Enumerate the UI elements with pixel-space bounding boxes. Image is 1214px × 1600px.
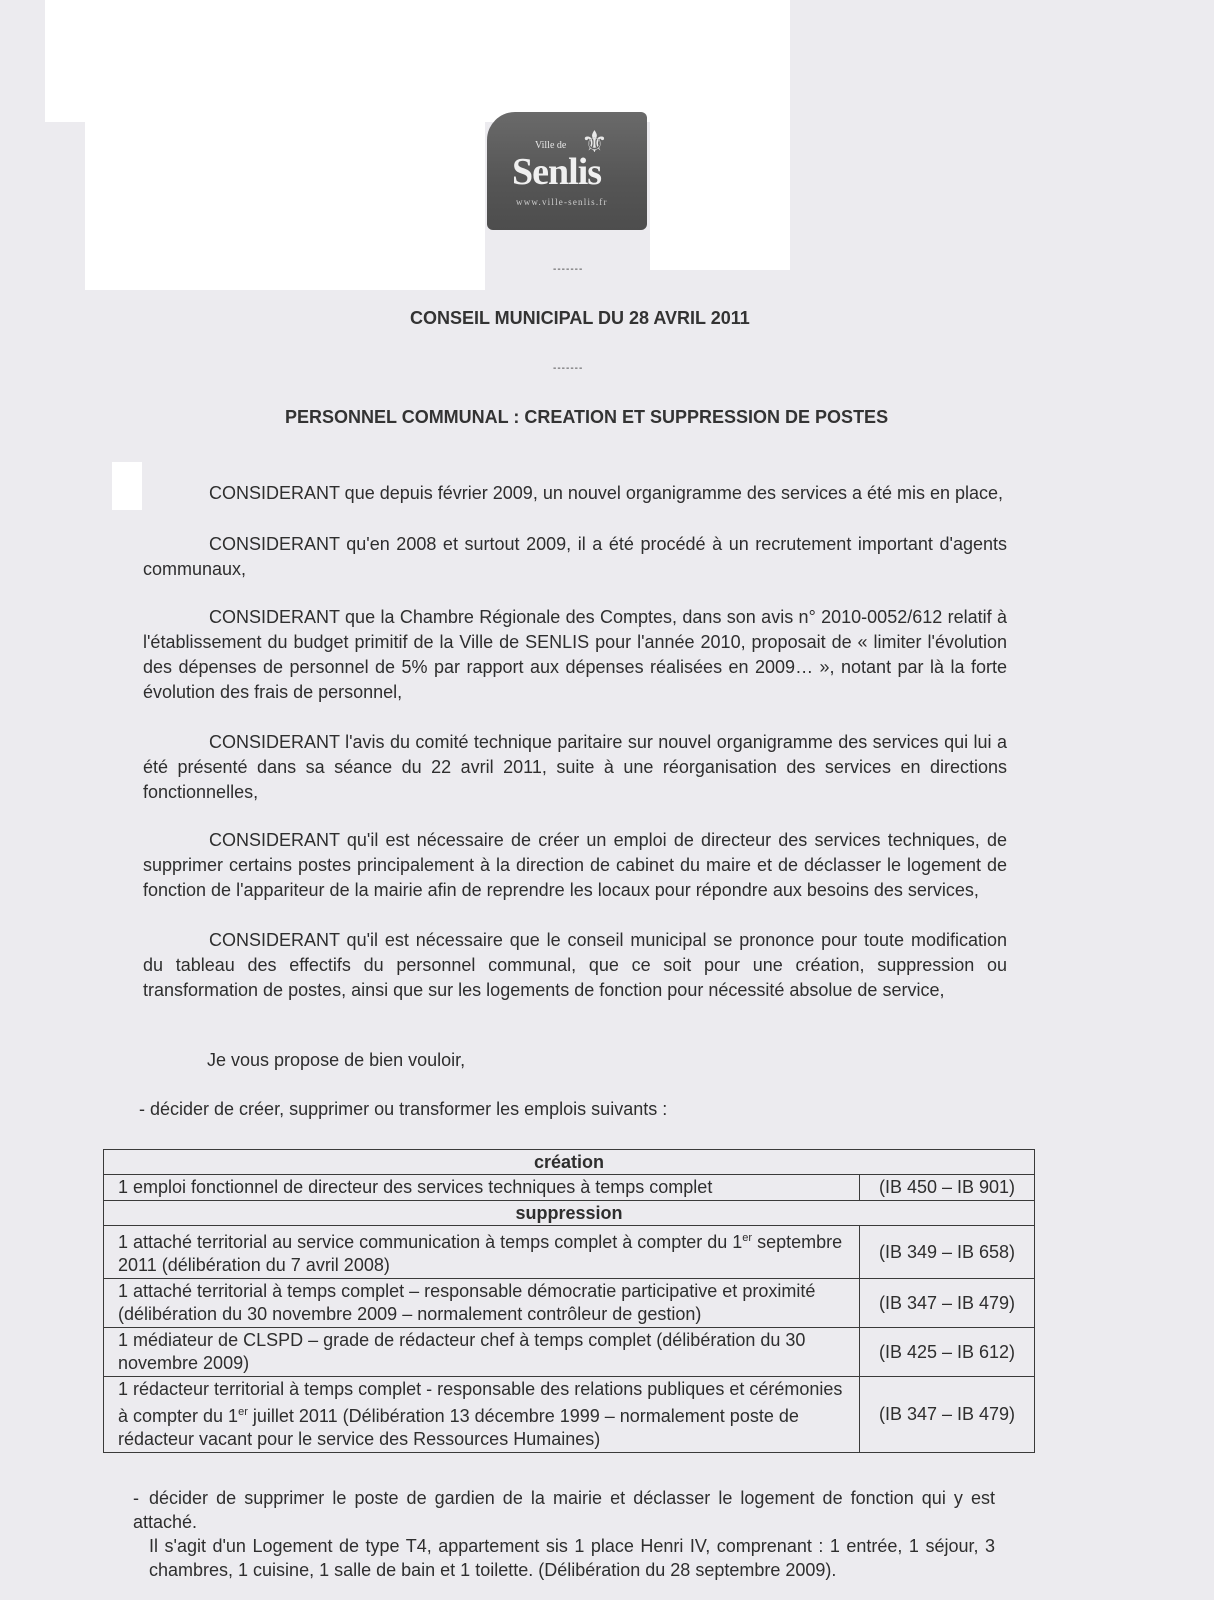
position-label: 1 attaché territorial au service communication à temps complet à compter du 1er septembre 2011 (délibération du 7 avril 2008) — [104, 1226, 860, 1279]
scan-margin-top — [45, 0, 790, 122]
decision-first-line: - décider de supprimer le poste de gardien de la mairie et déclasser le logement de fonction qui y est attaché. — [133, 1488, 995, 1532]
table-row — [104, 1175, 1035, 1201]
position-label: 1 rédacteur territorial à temps complet - responsable des relations publiques et cérémonies à compter du 1er juillet 2011 (Délibération 13 décembre 1999 – normalement poste de rédacteur vacant pour le service des Ressources Humaines) — [104, 1377, 860, 1453]
index-range: (IB 425 – IB 612) — [860, 1328, 1035, 1377]
creation-header: création — [104, 1150, 1035, 1175]
considerant-paragraph: CONSIDERANT l'avis du comité technique paritaire sur nouvel organigramme des services qui lui a été présenté dans sa séance du 22 avril 2011, suite à une réorganisation des services en directions fonctionnelles, — [143, 732, 1007, 802]
logo-prefix: Ville de — [535, 140, 567, 151]
proposal-line: Je vous propose de bien vouloir, — [207, 1050, 466, 1070]
position-label: 1 attaché territorial à temps complet – responsable démocratie participative et proximité (délibération du 30 novembre 2009 – normalement contrôleur de gestion) — [104, 1279, 860, 1328]
document-title: CONSEIL MUNICIPAL DU 28 AVRIL 2011 — [410, 308, 750, 328]
decision-line: - décider de créer, supprimer ou transformer les emplois suivants : — [139, 1099, 668, 1119]
suppression-header: suppression — [104, 1201, 1035, 1226]
table-row — [104, 1377, 1035, 1453]
index-range: (IB 347 – IB 479) — [860, 1377, 1035, 1453]
index-range: (IB 450 – IB 901) — [860, 1175, 1035, 1201]
section-header-row — [104, 1150, 1035, 1175]
fleur-de-lis-icon: ⚜ — [581, 126, 608, 159]
index-range: (IB 349 – IB 658) — [860, 1226, 1035, 1279]
considerant-paragraph: CONSIDERANT qu'en 2008 et surtout 2009, il a été procédé à un recrutement important d'agents communaux, — [143, 534, 1007, 579]
decision-rest: Il s'agit d'un Logement de type T4, appartement sis 1 place Henri IV, comprenant : 1 entrée, 1 séjour, 3 chambres, 1 cuisine, 1 salle de bain et 1 toilette. (Délibération du 28 septembre 2009). — [149, 1536, 995, 1580]
logo-url: www.ville-senlis.fr — [516, 197, 608, 207]
scan-margin-left — [85, 120, 485, 290]
index-range: (IB 347 – IB 479) — [860, 1279, 1035, 1328]
table-row — [104, 1226, 1035, 1279]
table-row — [104, 1279, 1035, 1328]
document-subject: PERSONNEL COMMUNAL : CREATION ET SUPPRESSION DE POSTES — [285, 407, 889, 427]
position-label: 1 médiateur de CLSPD – grade de rédacteur chef à temps complet (délibération du 30 novembre 2009) — [104, 1328, 860, 1377]
table-row — [104, 1328, 1035, 1377]
considerant-paragraph: CONSIDERANT que depuis février 2009, un nouvel organigramme des services a été mis en place, — [209, 483, 1004, 503]
position-label: 1 emploi fonctionnel de directeur des services techniques à temps complet — [104, 1175, 860, 1201]
considerant-paragraph: CONSIDERANT qu'il est nécessaire que le conseil municipal se prononce pour toute modification du tableau des effectifs du personnel communal, que ce soit pour une création, suppression ou transformation de postes, ainsi que sur les logements de fonction pour nécessité absolue de service, — [143, 930, 1007, 1000]
considerant-paragraph: CONSIDERANT que la Chambre Régionale des Comptes, dans son avis n° 2010-0052/612 relatif à l'établissement du budget primitif de la Ville de SENLIS pour l'année 2010, proposait de « limiter l'évolution des dépenses de personnel de 5% par rapport aux dépenses réalisées en 2009… », notant par là la forte évolution des frais de personnel, — [143, 607, 1007, 702]
positions-table — [103, 1149, 1035, 1453]
scan-patch-small — [112, 462, 142, 510]
senlis-logo — [487, 112, 647, 230]
considerant-paragraph: CONSIDERANT qu'il est nécessaire de créer un emploi de directeur des services techniques, de supprimer certains postes principalement à la direction de cabinet du maire et de déclasser le logement de fonction de l'appariteur de la mairie afin de reprendre les locaux pour répondre aux besoins des services, — [143, 830, 1007, 900]
decision-paragraph — [133, 1486, 995, 1582]
separator: ------- — [553, 363, 584, 374]
separator: ------- — [553, 264, 584, 275]
scan-margin-right — [650, 120, 790, 270]
section-header-row — [104, 1201, 1035, 1226]
logo-name: Senlis — [512, 151, 602, 193]
